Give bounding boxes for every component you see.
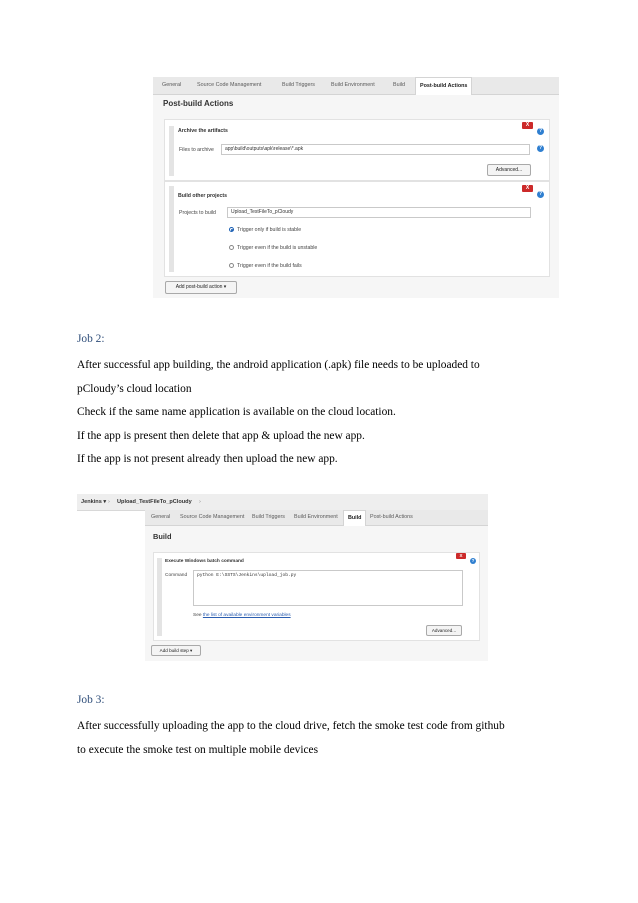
help-icon[interactable]: ? [471,558,475,563]
tab-build[interactable]: Build [393,82,405,88]
advanced-button[interactable]: Advanced... [487,164,531,176]
add-build-step-button[interactable]: Add build step ▾ [151,645,201,656]
command-label: Command [165,573,188,578]
env-vars-link[interactable]: the list of available environment variables [202,613,291,618]
tab-build-environment[interactable]: Build Environment [331,82,375,88]
radio-icon[interactable] [229,245,234,250]
option-label: Trigger even if the build is unstable [237,245,318,251]
delete-icon[interactable]: X [456,553,466,559]
delete-icon[interactable]: X [522,185,533,192]
advanced-button[interactable]: Advanced... [426,625,462,636]
tab-general[interactable]: General [162,82,182,88]
job2-line: Check if the same name application is available on the cloud location. [77,406,396,418]
projects-to-build-label: Projects to build [179,210,216,216]
files-to-archive-input[interactable]: app\build\outputs\apk\release\*.apk [221,144,530,155]
job2-line: If the app is present then delete that app & upload the new app. [77,430,365,442]
tab-general[interactable]: General [151,514,171,520]
drag-handle[interactable] [157,558,162,636]
job2-heading: Job 2: [77,333,105,345]
radio-selected-icon[interactable] [229,227,234,232]
command-textarea[interactable] [193,570,463,606]
see-text: See [193,613,202,618]
job2-line: pCloudy’s cloud location [77,383,192,395]
env-vars-hint [193,613,291,618]
files-to-archive-label: Files to archive [179,147,214,153]
trigger-fails-option[interactable] [229,263,302,269]
job2-line: If the app is not present already then upload the new app. [77,453,338,465]
breadcrumb-separator: › [108,499,110,505]
projects-to-build-input[interactable]: Upload_TestFileTo_pCloudy [227,207,531,218]
build-panel [145,510,488,661]
tab-post-build-actions[interactable]: Post-build Actions [415,77,472,95]
add-post-build-action-button[interactable]: Add post-build action ▾ [165,281,237,294]
tab-build[interactable]: Build [343,510,366,526]
tab-source-code-management[interactable]: Source Code Management [197,82,262,88]
build-other-projects-block [164,181,550,277]
help-icon[interactable]: ? [538,191,543,197]
option-label: Trigger even if the build fails [237,263,302,269]
drag-handle[interactable] [169,126,174,176]
delete-icon[interactable]: X [522,122,533,129]
section-title: Post-build Actions [163,99,234,108]
tab-post-build-actions[interactable]: Post-build Actions [370,514,413,520]
help-icon[interactable]: ? [538,145,543,151]
tab-build-triggers[interactable]: Build Triggers [282,82,315,88]
batch-command-block [153,552,480,641]
job2-line: After successful app building, the android application (.apk) file needs to be uploaded to [77,359,480,371]
tab-source-code-management[interactable]: Source Code Management [180,514,245,520]
job3-heading: Job 3: [77,694,105,706]
section-title: Build [153,532,172,541]
drag-handle[interactable] [169,186,174,272]
trigger-unstable-option[interactable] [229,245,317,251]
job3-line: After successfully uploading the app to the cloud drive, fetch the smoke test code from github [77,720,505,732]
archive-artifacts-block [164,119,550,181]
breadcrumb-project[interactable]: Upload_TestFileTo_pCloudy [117,499,192,505]
breadcrumb-separator: › [199,499,201,505]
option-label: Trigger only if build is stable [237,227,302,233]
breadcrumb-jenkins[interactable]: Jenkins ▾ [81,499,107,505]
radio-icon[interactable] [229,263,234,268]
job3-line: to execute the smoke test on multiple mobile devices [77,744,319,756]
trigger-stable-option[interactable] [229,227,301,233]
build-screenshot [77,494,488,661]
batch-command-title: Execute Windows batch command [165,559,244,564]
config-tabs [153,77,559,95]
command-text: python E:\SSTS\Jenkins\upload_job.py [197,573,297,578]
build-other-title: Build other projects [178,193,227,199]
tab-build-triggers[interactable]: Build Triggers [252,514,285,520]
tab-build-environment[interactable]: Build Environment [294,514,338,520]
archive-title: Archive the artifacts [178,128,228,134]
config-tabs [145,510,488,526]
breadcrumb [77,494,488,511]
post-build-screenshot [153,77,559,298]
help-icon[interactable]: ? [538,128,543,134]
